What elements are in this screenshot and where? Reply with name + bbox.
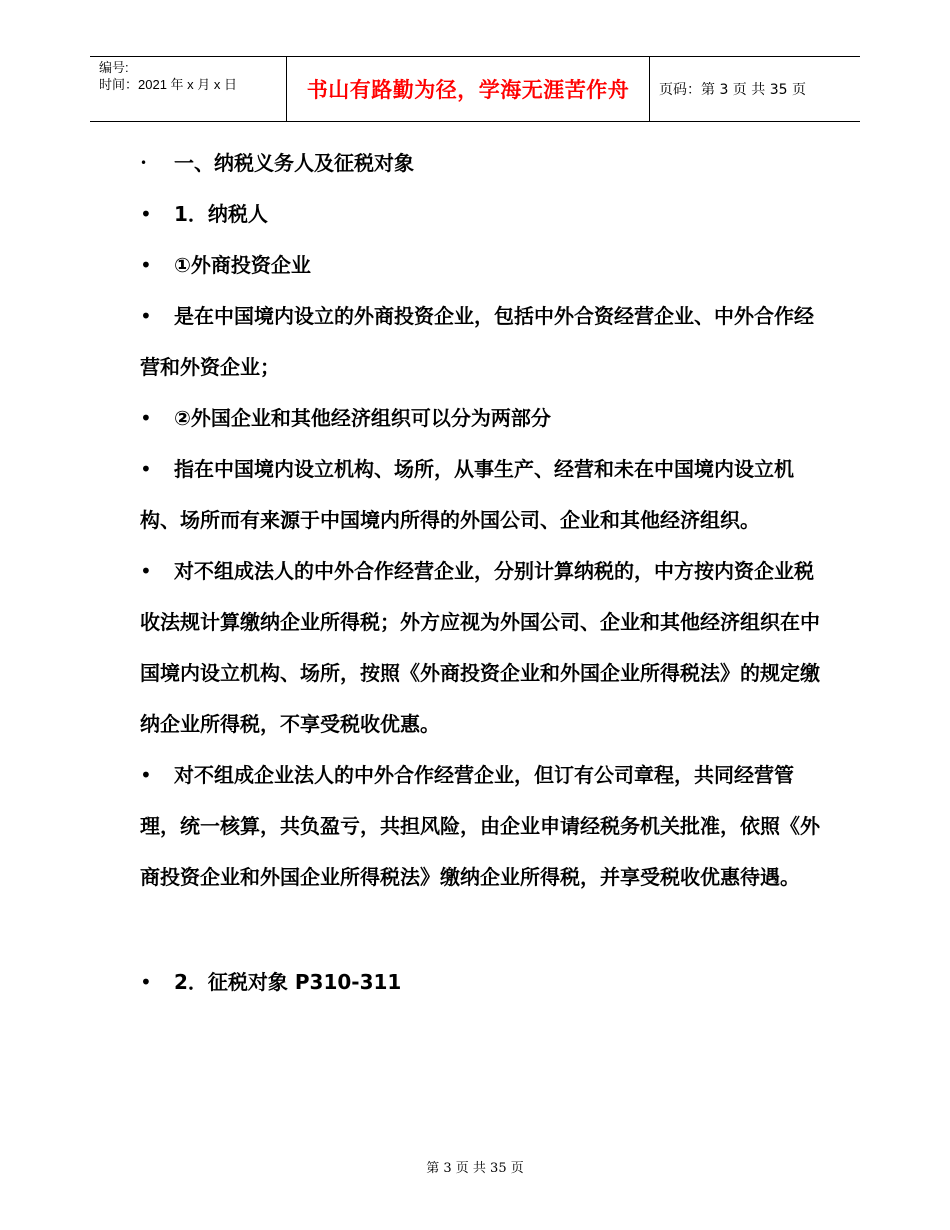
- bullet-icon: •: [140, 156, 148, 170]
- list-item: [140, 444, 820, 546]
- paragraph-text: 指在中国境内设立机构、场所，从事生产、经营和未在中国境内设立机构、场所而有来源于中国境内所得的外国公司、企业和其他经济组织。: [140, 457, 794, 532]
- paragraph-text: ②外国企业和其他经济组织可以分为两部分: [174, 406, 551, 430]
- paragraph-text: 对不组成法人的中外合作经营企业，分别计算纳税的，中方按内资企业税收法规计算缴纳企业所得税；外方应视为外国公司、企业和其他经济组织在中国境内设立机构、场所，按照《外商投资企业和外国企业所得税法》的规定缴纳企业所得税，不享受税收优惠。: [140, 559, 820, 736]
- list-item: [140, 393, 820, 444]
- paragraph-text: 是在中国境内设立的外商投资企业，包括中外合资经营企业、中外合作经营和外资企业；: [140, 304, 814, 379]
- header-meta: [90, 57, 287, 121]
- paragraph-text: 2．征税对象 P310-311: [174, 970, 402, 994]
- page-footer: 第 3 页 共 35 页: [426, 1161, 524, 1176]
- bullet-icon: •: [140, 253, 152, 277]
- header-page-info: 页码：第 3 页 共 35 页: [659, 82, 806, 98]
- paragraph-text: 1．纳税人: [174, 202, 268, 226]
- bullet-icon: •: [140, 406, 152, 430]
- list-item: [140, 291, 820, 393]
- list-item: [140, 957, 820, 1008]
- spacer: [140, 903, 820, 957]
- list-item: [140, 240, 820, 291]
- list-item: [140, 189, 820, 240]
- paragraph-text: ①外商投资企业: [174, 253, 311, 277]
- document-time: 时间：2021 年 x 月 x 日: [99, 77, 237, 92]
- page-header: [90, 56, 860, 122]
- paragraph-text: 一、纳税义务人及征税对象: [174, 151, 414, 175]
- bullet-icon: •: [140, 763, 152, 787]
- header-motto: 书山有路勤为径，学海无涯苦作舟: [287, 57, 650, 121]
- list-item: [140, 546, 820, 750]
- bullet-icon: •: [140, 457, 152, 481]
- document-body: [140, 138, 820, 1008]
- document-number-label: 编号:: [99, 60, 129, 75]
- paragraph-text: 对不组成企业法人的中外合作经营企业，但订有公司章程，共同经营管理，统一核算，共负盈亏，共担风险，由企业申请经税务机关批准，依照《外商投资企业和外国企业所得税法》缴纳企业所得税，并享受税收优惠待遇。: [140, 763, 820, 889]
- section-heading: [140, 138, 820, 189]
- bullet-icon: •: [140, 202, 152, 226]
- bullet-icon: •: [140, 559, 152, 583]
- list-item: [140, 750, 820, 903]
- bullet-icon: •: [140, 304, 152, 328]
- bullet-icon: •: [140, 970, 152, 994]
